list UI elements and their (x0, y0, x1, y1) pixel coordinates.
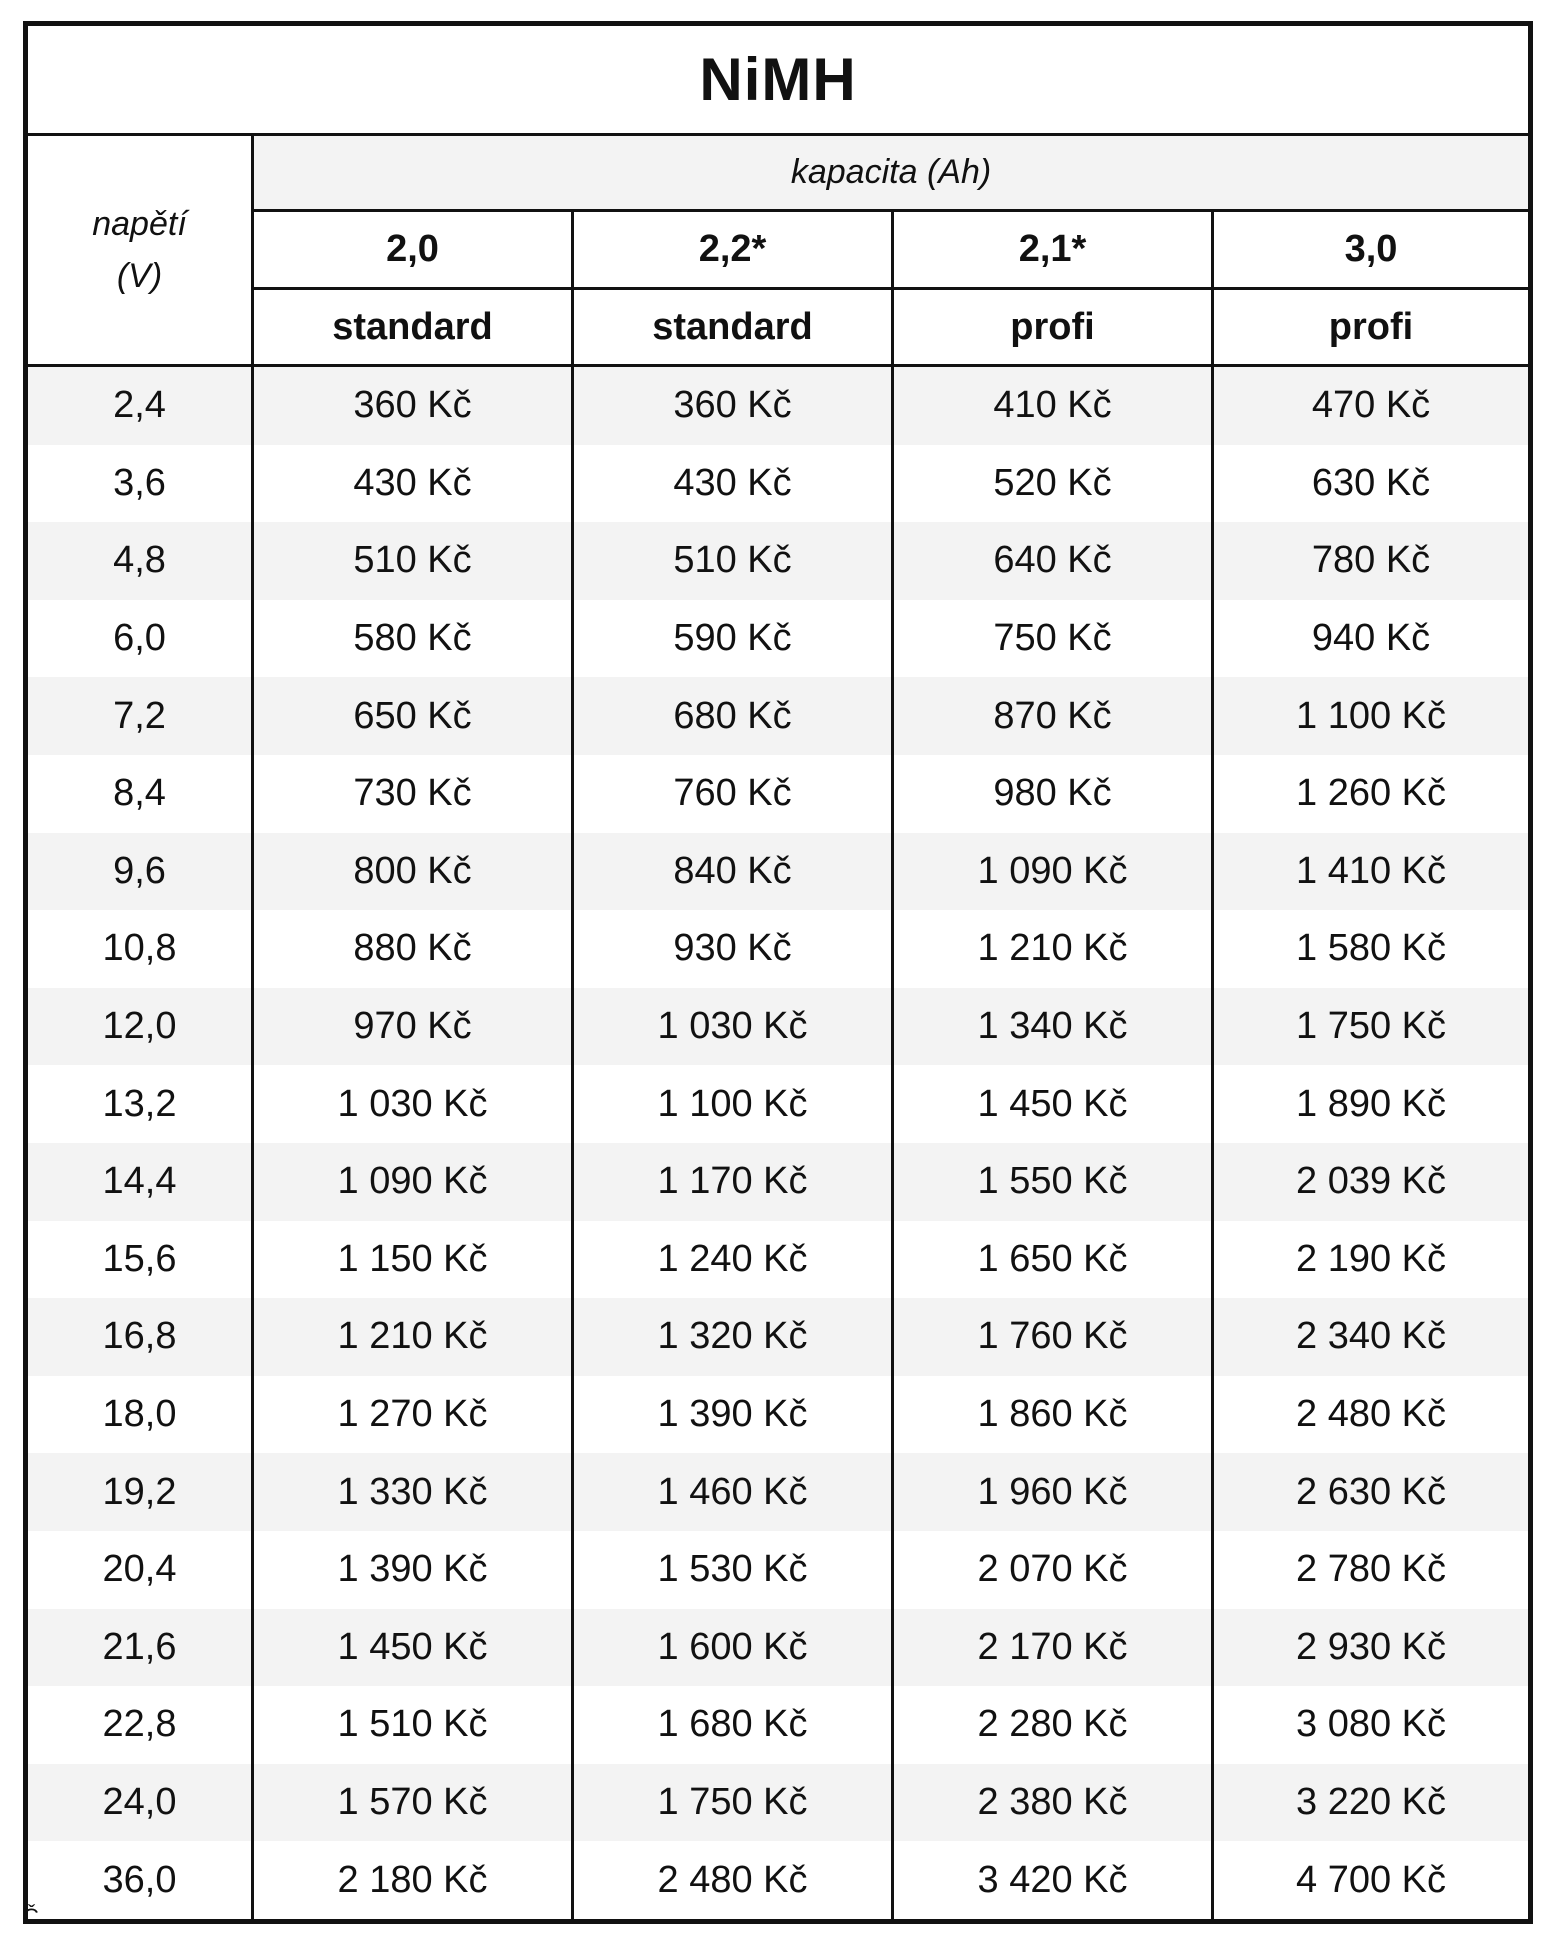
price-cell: 880 Kč (253, 910, 573, 988)
voltage-cell: 15,6 (26, 1221, 253, 1299)
table-row (26, 522, 1531, 600)
table-row (26, 1065, 1531, 1143)
price-cell: 1 890 Kč (1296, 1082, 1447, 1125)
table-row (26, 1298, 1531, 1376)
price-cell: 680 Kč (573, 677, 893, 755)
table-title: NiMH (26, 24, 1531, 135)
voltage-cell: 36,0 (26, 1841, 253, 1921)
price-cell: 470 Kč (1213, 366, 1531, 445)
title-row (26, 24, 1531, 135)
price-cell: 1 750 Kč (1213, 988, 1531, 1066)
price-cell: 2 380 Kč (893, 1764, 1213, 1842)
price-cell: 590 Kč (573, 600, 893, 678)
price-cell: 1 260 Kč (1296, 772, 1447, 815)
capacity-value: 2,0 (253, 211, 573, 289)
price-cell: 1 270 Kč (253, 1376, 573, 1454)
price-cell: 1 600 Kč (573, 1609, 893, 1687)
table-row (26, 910, 1531, 988)
price-cell: 1 680 Kč (573, 1686, 893, 1764)
price-cell: 2 180 Kč (253, 1841, 573, 1921)
price-cell: 1 760 Kč (893, 1298, 1213, 1376)
price-cell: 2 480 Kč (1296, 1393, 1447, 1436)
product-type: profi (1213, 289, 1531, 366)
price-cell: 1 030 Kč (253, 1065, 573, 1143)
voltage-cell: 24,0 (26, 1764, 253, 1842)
price-cell: 2 039 Kč (1213, 1143, 1531, 1221)
price-cell: 2 070 Kč (893, 1531, 1213, 1609)
table-row (26, 1221, 1531, 1299)
table-row (26, 1609, 1531, 1687)
table-row (26, 600, 1531, 678)
price-cell: 1 450 Kč (253, 1609, 573, 1687)
table-row (26, 677, 1531, 755)
product-type: standard (253, 289, 573, 366)
voltage-cell: 14,4 (26, 1143, 253, 1221)
price-cell: 410 Kč (893, 366, 1213, 445)
price-cell: 3 220 Kč (1213, 1764, 1531, 1842)
price-cell: 580 Kč (253, 600, 573, 678)
capacity-value: 3,0 (1213, 211, 1531, 289)
footnote: Č (23, 1904, 39, 1929)
voltage-cell: 8,4 (26, 755, 253, 833)
price-cell: 2 630 Kč (1213, 1453, 1531, 1531)
product-type: profi (893, 289, 1213, 366)
price-cell: 940 Kč (1311, 617, 1431, 660)
capacity-header-row (26, 135, 1531, 211)
price-cell: 870 Kč (893, 677, 1213, 755)
price-cell: 650 Kč (253, 677, 573, 755)
price-cell: 730 Kč (253, 755, 573, 833)
price-cell: 1 410 Kč (1213, 833, 1531, 911)
table-row (26, 988, 1531, 1066)
table-row (26, 1686, 1531, 1764)
table-row (26, 1531, 1531, 1609)
price-cell: 1 330 Kč (253, 1453, 573, 1531)
price-cell: 630 Kč (1311, 461, 1431, 504)
price-table (23, 21, 1533, 1924)
table-row (26, 1376, 1531, 1454)
table-row (26, 1764, 1531, 1842)
table-row (26, 366, 1531, 445)
price-cell: 970 Kč (253, 988, 573, 1066)
price-cell: 800 Kč (253, 833, 573, 911)
price-cell: 1 510 Kč (253, 1686, 573, 1764)
price-cell: 640 Kč (893, 522, 1213, 600)
price-cell: 2 480 Kč (573, 1841, 893, 1921)
price-cell: 520 Kč (893, 445, 1213, 523)
price-cell: 760 Kč (573, 755, 893, 833)
table-row (26, 833, 1531, 911)
table-row (26, 1143, 1531, 1221)
price-cell: 840 Kč (573, 833, 893, 911)
voltage-column-header (26, 135, 253, 366)
price-cell: 1 460 Kč (573, 1453, 893, 1531)
price-cell: 1 090 Kč (253, 1143, 573, 1221)
price-cell: 1 390 Kč (253, 1531, 573, 1609)
voltage-cell: 3,6 (26, 445, 253, 523)
voltage-header-unit: (V) (116, 257, 163, 295)
price-cell: 2 930 Kč (1213, 1609, 1531, 1687)
price-cell: 1 100 Kč (573, 1065, 893, 1143)
voltage-cell: 9,6 (26, 833, 253, 911)
price-cell: 510 Kč (253, 522, 573, 600)
voltage-cell: 6,0 (26, 600, 253, 678)
price-cell: 1 340 Kč (893, 988, 1213, 1066)
price-cell: 3 420 Kč (893, 1841, 1213, 1921)
price-cell: 1 860 Kč (893, 1376, 1213, 1454)
table-row (26, 755, 1531, 833)
price-cell: 1 150 Kč (253, 1221, 573, 1299)
price-cell: 1 320 Kč (573, 1298, 893, 1376)
price-cell: 2 340 Kč (1213, 1298, 1531, 1376)
price-cell: 2 780 Kč (1296, 1548, 1447, 1591)
voltage-cell: 12,0 (26, 988, 253, 1066)
price-cell: 780 Kč (1213, 522, 1531, 600)
product-type: standard (573, 289, 893, 366)
price-cell: 4 700 Kč (1296, 1858, 1447, 1901)
price-cell: 1 960 Kč (893, 1453, 1213, 1531)
voltage-cell: 22,8 (26, 1686, 253, 1764)
voltage-cell: 21,6 (26, 1609, 253, 1687)
table-row (26, 445, 1531, 523)
voltage-cell: 2,4 (26, 366, 253, 445)
price-cell: 1 240 Kč (573, 1221, 893, 1299)
voltage-cell: 4,8 (26, 522, 253, 600)
price-cell: 2 170 Kč (893, 1609, 1213, 1687)
price-cell: 1 450 Kč (893, 1065, 1213, 1143)
table-row (26, 1841, 1531, 1921)
table-body (26, 366, 1531, 1922)
voltage-cell: 10,8 (26, 910, 253, 988)
price-cell: 1 090 Kč (893, 833, 1213, 911)
price-cell: 1 210 Kč (893, 910, 1213, 988)
price-cell: 430 Kč (573, 445, 893, 523)
price-cell: 980 Kč (893, 755, 1213, 833)
price-cell: 1 030 Kč (573, 988, 893, 1066)
capacity-value: 2,1* (893, 211, 1213, 289)
price-cell: 1 650 Kč (893, 1221, 1213, 1299)
price-cell: 1 550 Kč (893, 1143, 1213, 1221)
voltage-cell: 18,0 (26, 1376, 253, 1454)
voltage-cell: 19,2 (26, 1453, 253, 1531)
voltage-cell: 7,2 (26, 677, 253, 755)
capacity-header: kapacita (Ah) (253, 135, 1531, 211)
voltage-cell: 13,2 (26, 1065, 253, 1143)
price-cell: 930 Kč (573, 910, 893, 988)
capacity-value: 2,2* (573, 211, 893, 289)
price-cell: 2 280 Kč (893, 1686, 1213, 1764)
price-cell: 1 580 Kč (1296, 927, 1447, 970)
price-cell: 3 080 Kč (1296, 1703, 1447, 1746)
price-cell: 1 750 Kč (573, 1764, 893, 1842)
price-cell: 1 570 Kč (253, 1764, 573, 1842)
price-cell: 510 Kč (573, 522, 893, 600)
price-cell: 360 Kč (253, 366, 573, 445)
price-cell: 1 210 Kč (253, 1298, 573, 1376)
voltage-cell: 16,8 (26, 1298, 253, 1376)
price-cell: 2 190 Kč (1296, 1237, 1447, 1280)
price-cell: 430 Kč (253, 445, 573, 523)
voltage-header-label: napětí (92, 205, 187, 243)
price-cell: 1 390 Kč (573, 1376, 893, 1454)
voltage-cell: 20,4 (26, 1531, 253, 1609)
price-cell: 1 530 Kč (573, 1531, 893, 1609)
price-cell: 1 170 Kč (573, 1143, 893, 1221)
price-cell: 1 100 Kč (1213, 677, 1531, 755)
table-row (26, 1453, 1531, 1531)
price-cell: 750 Kč (893, 600, 1213, 678)
price-cell: 360 Kč (573, 366, 893, 445)
